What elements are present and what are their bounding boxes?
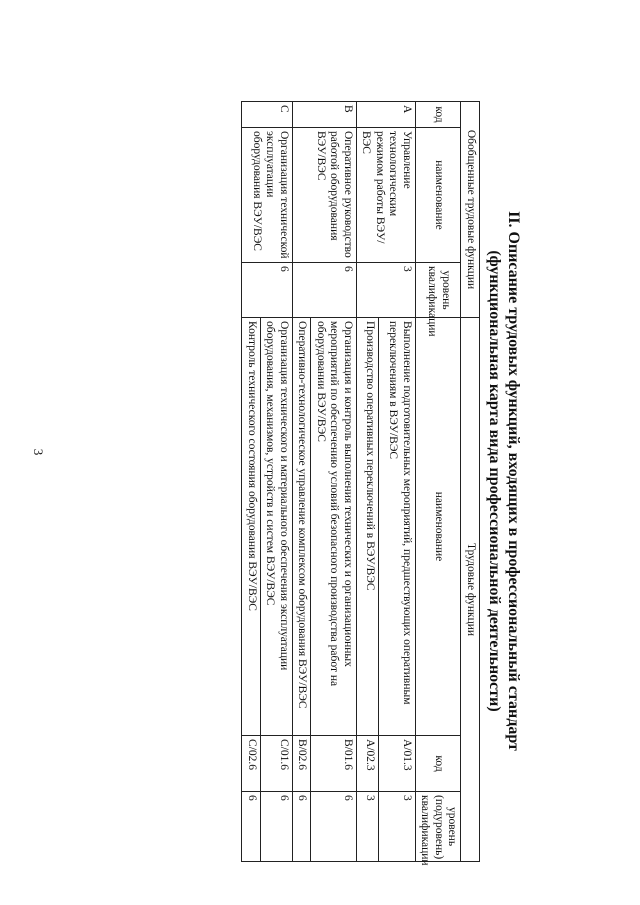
generalized-code: C <box>242 102 293 128</box>
generalized-name: Управление технологическим режимом работы ВЭУ/ВЭС <box>357 128 416 263</box>
function-code: B/02.6 <box>293 736 312 792</box>
rotated-page-content <box>185 101 523 866</box>
function-level: 3 <box>378 792 415 862</box>
function-code: C/02.6 <box>242 736 261 792</box>
generalized-name: Организация технической эксплуатации оборудования ВЭУ/ВЭС <box>242 128 293 263</box>
function-name: Организация технического и материального обеспечения эксплуатации оборудования, механизмов, устройств и систем ВЭУ/ВЭС <box>261 318 293 736</box>
function-name: Выполнение подготовительных мероприятий, предшествующих оперативным переключениям в ВЭУ/ВЭС <box>378 318 415 736</box>
function-name: Организация и контроль выполнения технических и организационных мероприятий по обеспечению условий безопасного производства работ на оборудовании ВЭУ/ВЭС <box>311 318 357 736</box>
function-code: C/01.6 <box>261 736 293 792</box>
group-header-row <box>461 102 480 862</box>
section-title: II. Описание трудовых функций, входящих в профессиональный стандарт <box>505 211 522 751</box>
function-level-header: уровень (подуровень) квалификации <box>416 792 462 862</box>
name-header: наименование <box>416 128 462 263</box>
generalized-functions-header: Обобщенные трудовые функции <box>461 102 480 318</box>
generalized-name: Оперативное руководство работой оборудования ВЭУ/ВЭС <box>293 128 357 263</box>
generalized-level: 3 <box>357 263 416 318</box>
function-code: B/01.6 <box>311 736 357 792</box>
function-name: Оперативно-технологическое управление комплексом оборудования ВЭУ/ВЭС <box>293 318 312 736</box>
function-name: Контроль технического состояния оборудования ВЭУ/ВЭС <box>242 318 261 736</box>
section-subtitle: (функциональная карта вида профессиональной деятельности) <box>486 250 503 712</box>
generalized-code: B <box>293 102 357 128</box>
column-header-row <box>416 102 462 862</box>
function-code: A/02.3 <box>357 736 379 792</box>
function-level: 6 <box>242 792 261 862</box>
function-level: 6 <box>311 792 357 862</box>
table-row <box>311 102 357 862</box>
functional-map-table <box>242 101 481 866</box>
function-name-header: наименование <box>416 318 462 736</box>
code-header: код <box>416 102 462 128</box>
section-heading <box>485 101 523 861</box>
function-level: 6 <box>293 792 312 862</box>
table-row <box>378 102 415 862</box>
labor-functions-header: Трудовые функции <box>461 318 480 862</box>
function-name: Производство оперативных переключений в ВЭУ/ВЭС <box>357 318 379 736</box>
generalized-code: A <box>357 102 416 128</box>
table-row <box>261 102 293 862</box>
function-level: 3 <box>357 792 379 862</box>
function-code-header: код <box>416 736 462 792</box>
level-header: уровень квалификации <box>416 263 462 318</box>
function-code: A/01.3 <box>378 736 415 792</box>
function-level: 6 <box>261 792 293 862</box>
generalized-level: 6 <box>293 263 357 318</box>
page-number: 3 <box>31 448 46 456</box>
generalized-level: 6 <box>242 263 293 318</box>
